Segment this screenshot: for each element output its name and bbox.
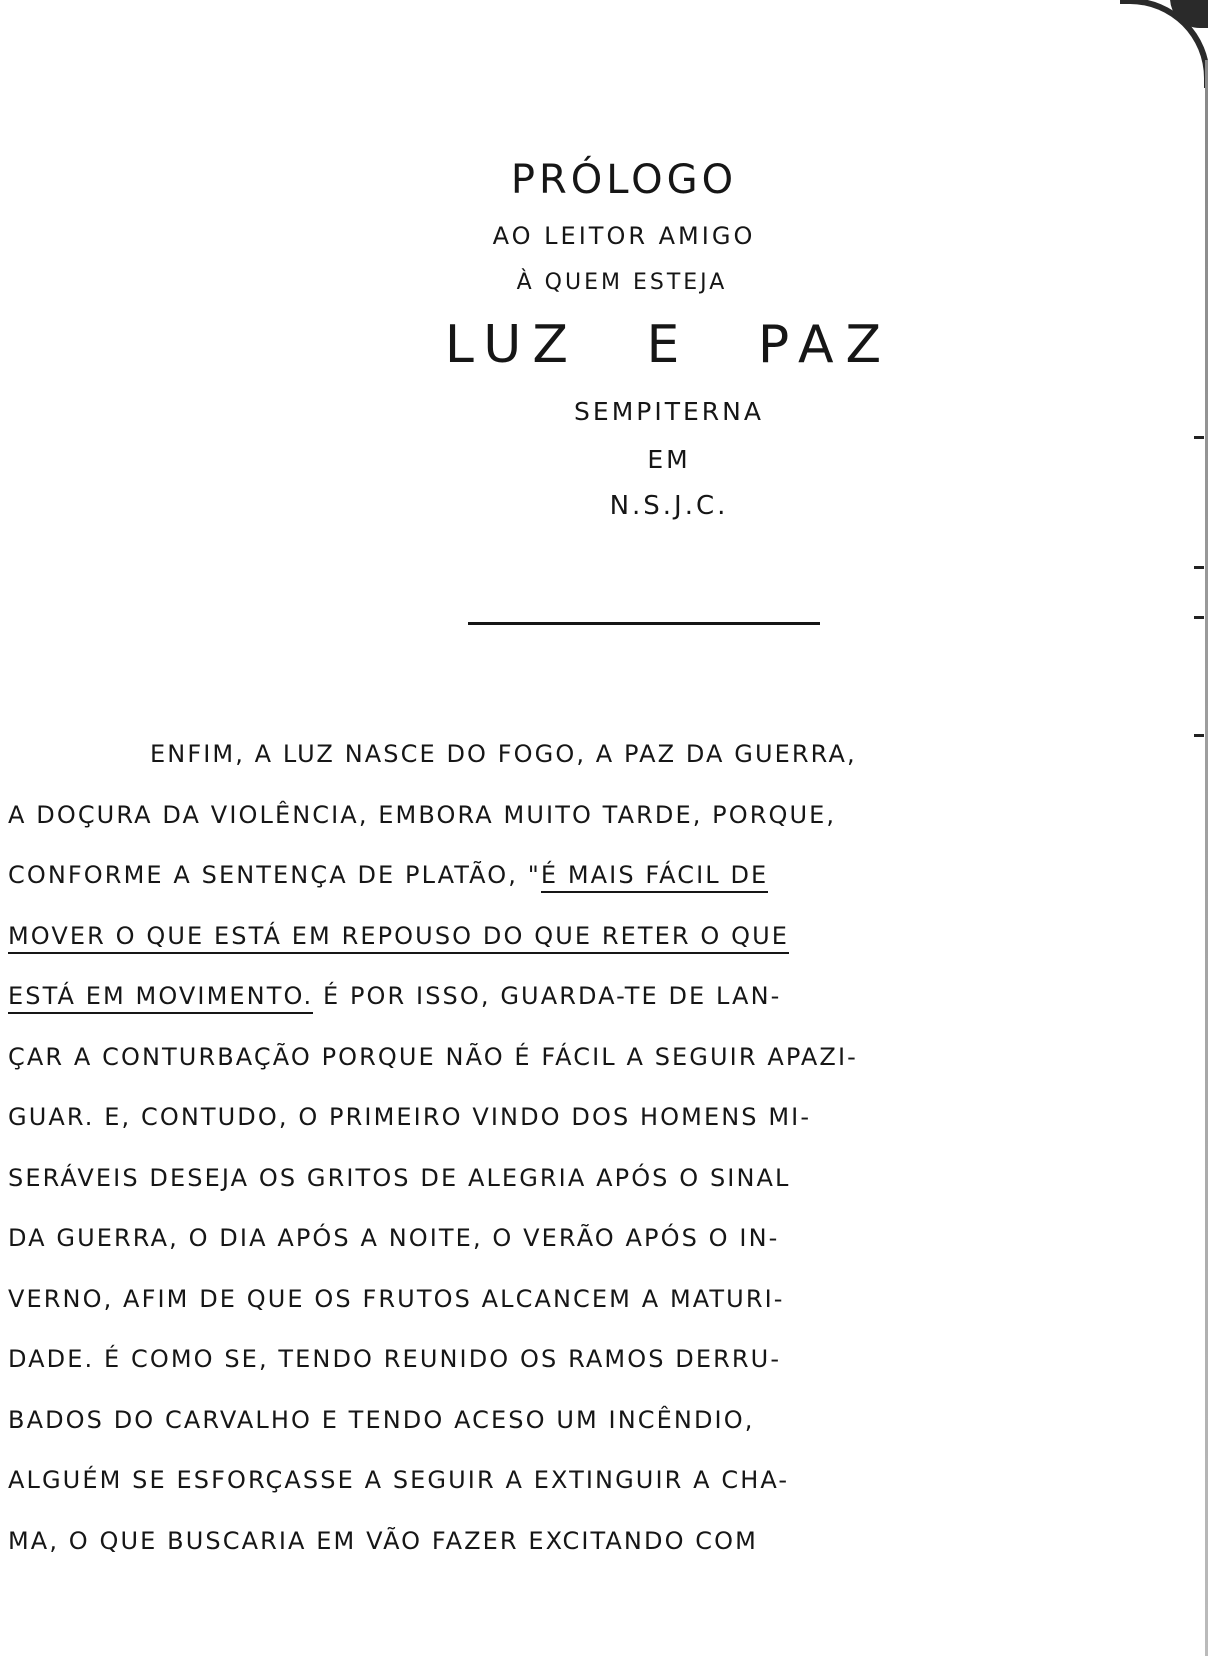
text-segment: É POR ISSO, GUARDA-TE DE LAN-	[313, 982, 782, 1010]
text-line: MA, O QUE BUSCARIA EM VÃO FAZER EXCITANDO COM	[8, 1526, 758, 1555]
separator-rule	[468, 622, 820, 625]
text-line: DA GUERRA, O DIA APÓS A NOITE, O VERÃO APÓS O IN-	[8, 1224, 780, 1252]
text-line: ENFIM, A LUZ NASCE DO FOGO, A PAZ DA GUERRA,	[150, 740, 857, 768]
heading-block	[0, 150, 1208, 530]
underlined-quote: É MAIS FÁCIL DE	[541, 861, 768, 893]
text-line	[8, 966, 1198, 1027]
text-line: VERNO, AFIM DE QUE OS FRUTOS ALCANCEM A MATURI-	[8, 1284, 785, 1313]
body-text	[8, 724, 1198, 1571]
text-line	[8, 906, 1198, 967]
edge-mark	[1194, 566, 1204, 569]
text-line: ÇAR A CONTURBAÇÃO PORQUE NÃO É FÁCIL A SEGUIR APAZI-	[8, 1042, 858, 1071]
text-line: BADOS DO CARVALHO E TENDO ACESO UM INCÊNDIO,	[8, 1405, 755, 1434]
subtitle-line: SEMPITERNA	[574, 397, 764, 426]
text-segment: CONFORME A SENTENÇA DE PLATÃO, "	[8, 861, 541, 889]
dedication-line: À QUEM ESTEJA	[516, 270, 728, 295]
prologue-title: PRÓLOGO	[510, 157, 738, 203]
subtitle-abbreviation: N.S.J.C.	[609, 491, 729, 521]
text-line: DADE. É COMO SE, TENDO REUNIDO OS RAMOS DERRU-	[8, 1345, 782, 1373]
subtitle-line: EM	[647, 445, 691, 474]
edge-mark	[1194, 616, 1204, 619]
text-line: SERÁVEIS DESEJA OS GRITOS DE ALEGRIA APÓS O SINAL	[8, 1163, 791, 1192]
text-line: ALGUÉM SE ESFORÇASSE A SEGUIR A EXTINGUIR A CHA-	[8, 1466, 790, 1494]
underlined-quote: ESTÁ EM MOVIMENTO.	[8, 982, 313, 1014]
book-title: LUZ E PAZ	[444, 315, 894, 375]
text-line	[8, 845, 1198, 906]
dedication-line: AO LEITOR AMIGO	[492, 222, 756, 250]
underlined-quote: MOVER O QUE ESTÁ EM REPOUSO DO QUE RETER O QUE	[8, 922, 789, 954]
text-line: A DOÇURA DA VIOLÊNCIA, EMBORA MUITO TARDE, PORQUE,	[8, 800, 837, 829]
text-line: GUAR. E, CONTUDO, O PRIMEIRO VINDO DOS HOMENS MI-	[8, 1103, 812, 1131]
